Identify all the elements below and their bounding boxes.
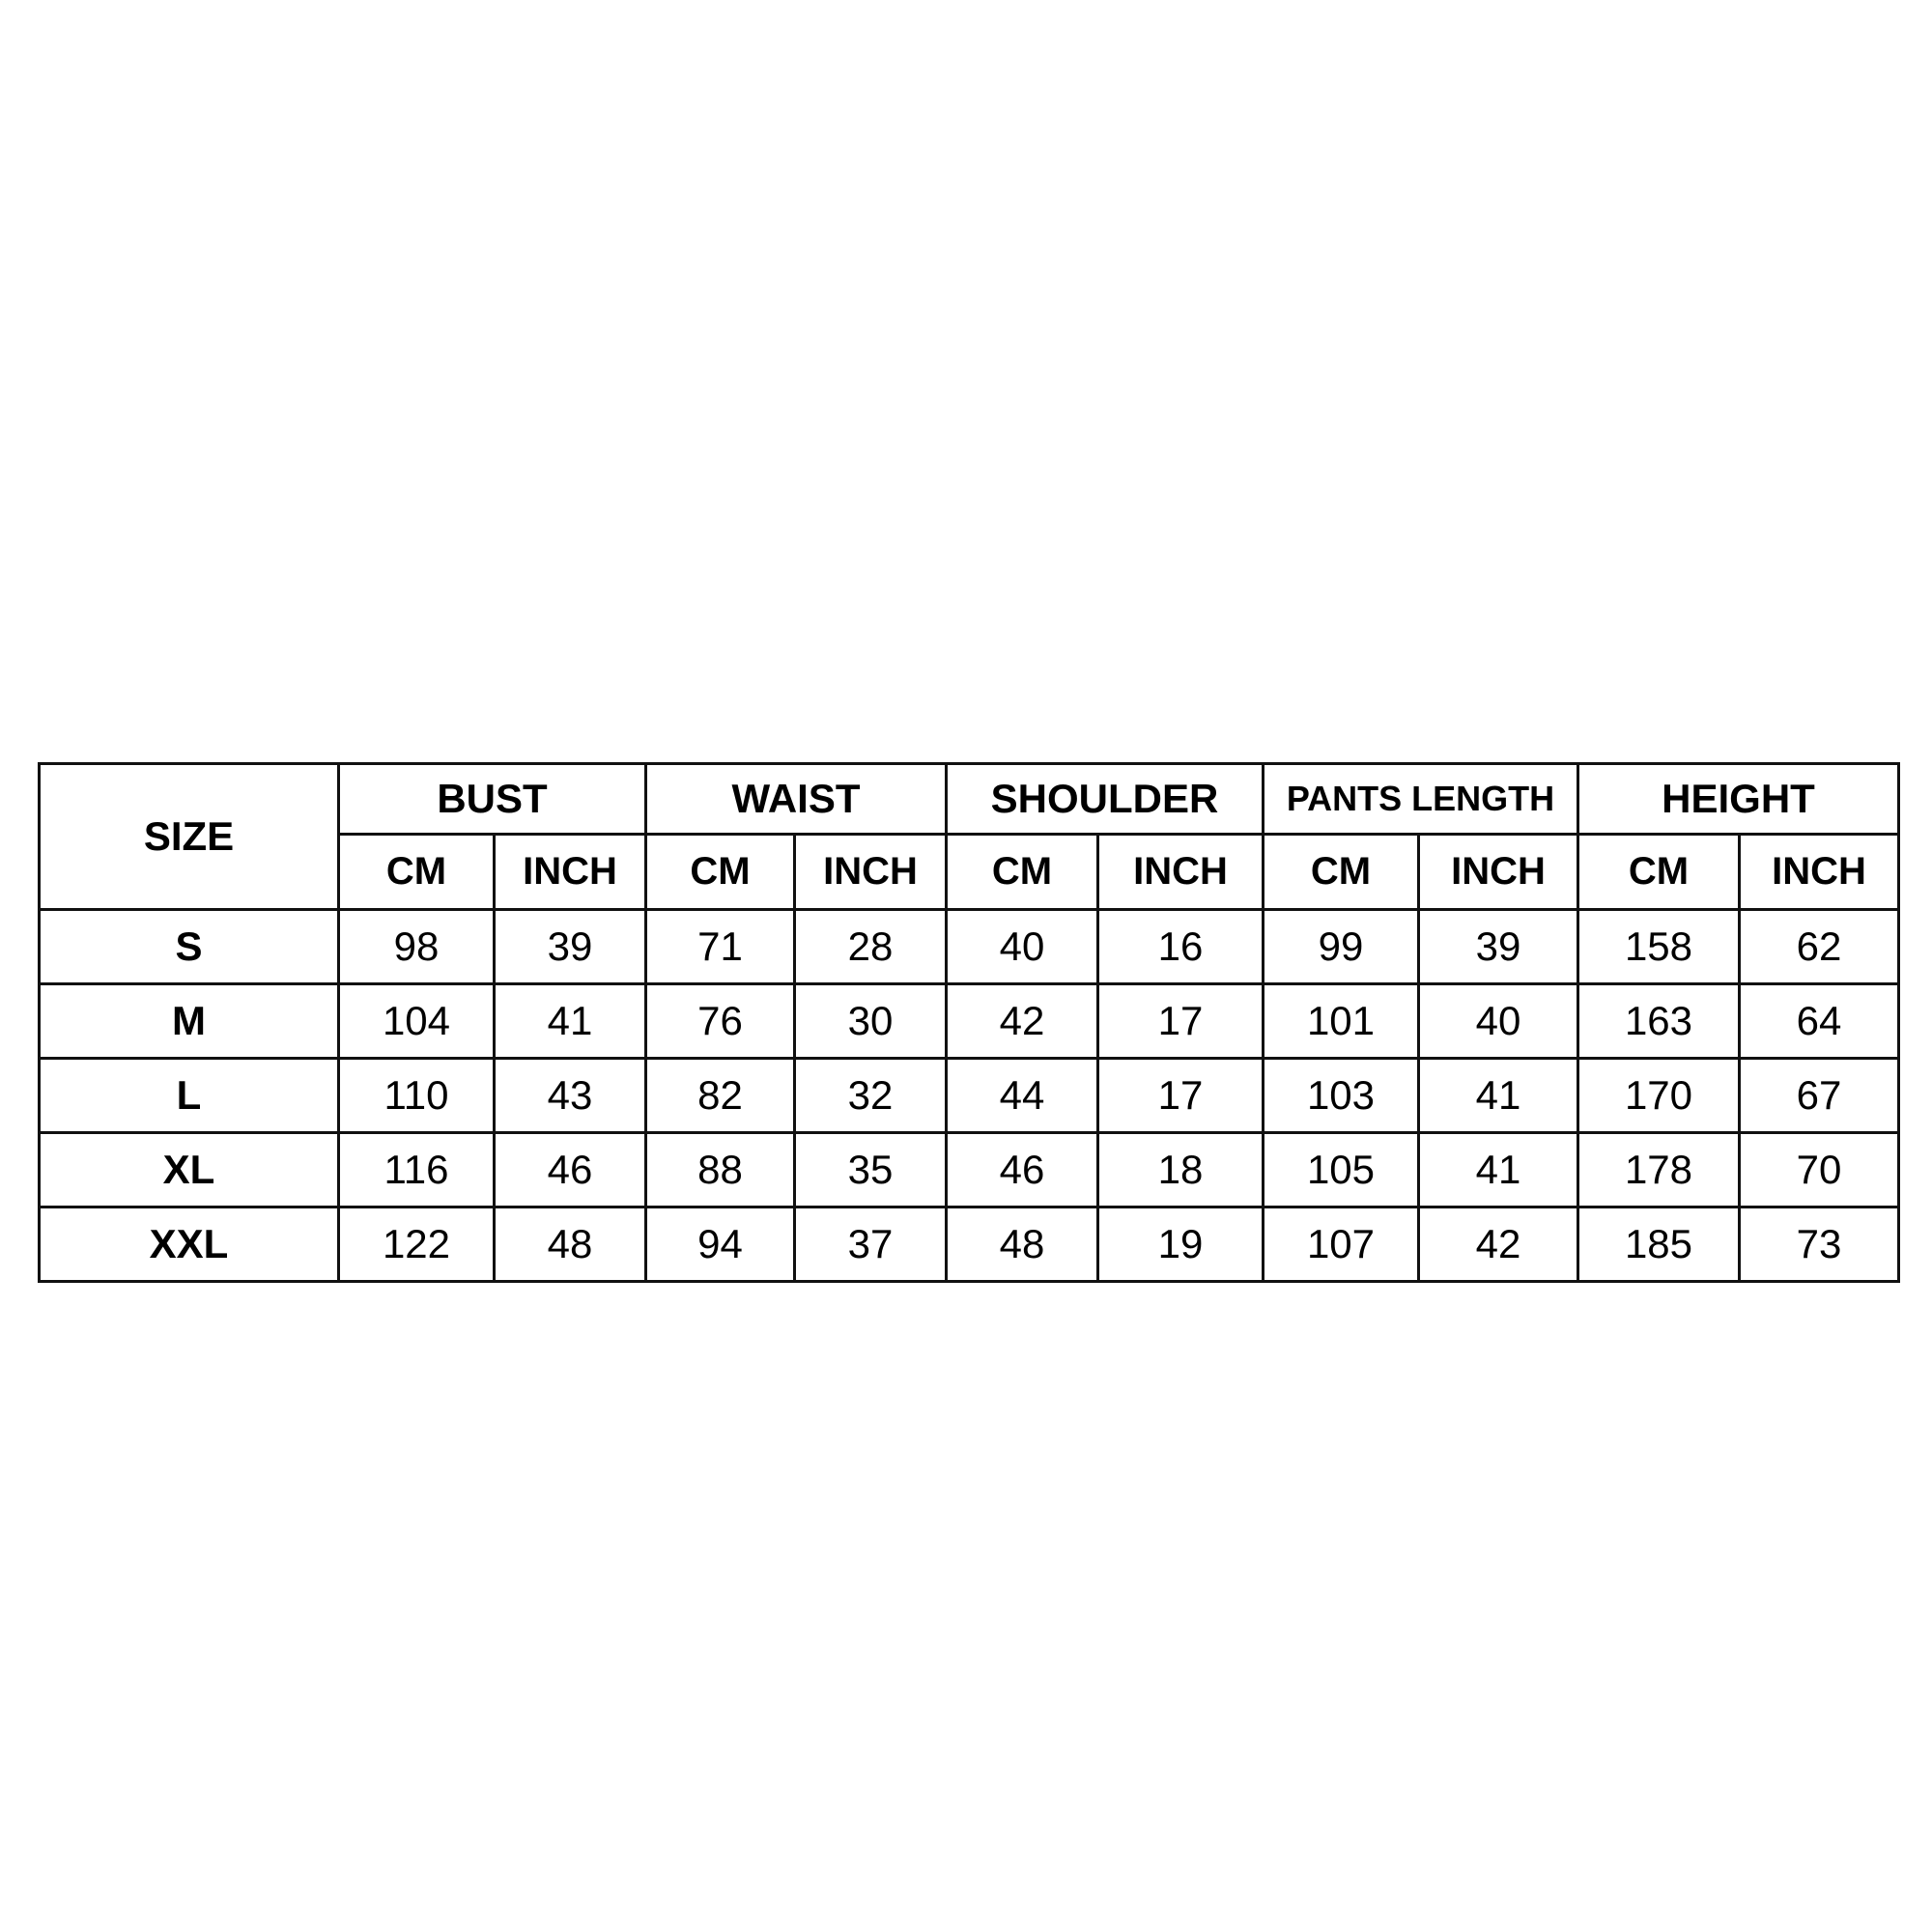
bust-inch-cell: 48 bbox=[495, 1208, 646, 1282]
height-inch-cell: 64 bbox=[1740, 984, 1899, 1059]
shoulder-inch-header: INCH bbox=[1098, 835, 1264, 910]
bust-cm-cell: 98 bbox=[339, 910, 495, 984]
height-cm-header: CM bbox=[1578, 835, 1740, 910]
table-row bbox=[40, 910, 1899, 984]
shoulder-cm-cell: 42 bbox=[947, 984, 1098, 1059]
shoulder-cm-cell: 44 bbox=[947, 1059, 1098, 1133]
pants-length-inch-cell: 42 bbox=[1419, 1208, 1578, 1282]
pants-length-inch-header: INCH bbox=[1419, 835, 1578, 910]
table-row bbox=[40, 984, 1899, 1059]
height-header: HEIGHT bbox=[1578, 764, 1899, 835]
height-cm-cell: 158 bbox=[1578, 910, 1740, 984]
shoulder-header: SHOULDER bbox=[947, 764, 1264, 835]
bust-cm-cell: 116 bbox=[339, 1133, 495, 1208]
size-cell: XL bbox=[40, 1133, 339, 1208]
height-inch-cell: 67 bbox=[1740, 1059, 1899, 1133]
size-cell: S bbox=[40, 910, 339, 984]
bust-cm-header: CM bbox=[339, 835, 495, 910]
pants-length-cm-header: CM bbox=[1264, 835, 1419, 910]
waist-header: WAIST bbox=[646, 764, 947, 835]
pants-length-inch-cell: 41 bbox=[1419, 1133, 1578, 1208]
height-inch-cell: 70 bbox=[1740, 1133, 1899, 1208]
header-group-row bbox=[40, 764, 1899, 835]
waist-cm-cell: 71 bbox=[646, 910, 795, 984]
waist-inch-cell: 28 bbox=[795, 910, 947, 984]
bust-inch-cell: 39 bbox=[495, 910, 646, 984]
height-cm-cell: 163 bbox=[1578, 984, 1740, 1059]
shoulder-inch-cell: 18 bbox=[1098, 1133, 1264, 1208]
table-row bbox=[40, 1133, 1899, 1208]
pants-length-inch-cell: 40 bbox=[1419, 984, 1578, 1059]
pants-length-cm-cell: 105 bbox=[1264, 1133, 1419, 1208]
shoulder-inch-cell: 17 bbox=[1098, 1059, 1264, 1133]
pants-length-header: PANTS LENGTH bbox=[1264, 764, 1578, 835]
pants-length-cm-cell: 101 bbox=[1264, 984, 1419, 1059]
waist-inch-cell: 32 bbox=[795, 1059, 947, 1133]
shoulder-cm-header: CM bbox=[947, 835, 1098, 910]
waist-cm-cell: 88 bbox=[646, 1133, 795, 1208]
waist-cm-cell: 76 bbox=[646, 984, 795, 1059]
waist-inch-cell: 30 bbox=[795, 984, 947, 1059]
bust-inch-header: INCH bbox=[495, 835, 646, 910]
pants-length-inch-cell: 41 bbox=[1419, 1059, 1578, 1133]
height-cm-cell: 185 bbox=[1578, 1208, 1740, 1282]
bust-header: BUST bbox=[339, 764, 646, 835]
size-header: SIZE bbox=[40, 764, 339, 910]
pants-length-inch-cell: 39 bbox=[1419, 910, 1578, 984]
bust-inch-cell: 46 bbox=[495, 1133, 646, 1208]
bust-cm-cell: 110 bbox=[339, 1059, 495, 1133]
waist-inch-cell: 35 bbox=[795, 1133, 947, 1208]
size-cell: L bbox=[40, 1059, 339, 1133]
bust-inch-cell: 43 bbox=[495, 1059, 646, 1133]
pants-length-cm-cell: 103 bbox=[1264, 1059, 1419, 1133]
waist-cm-header: CM bbox=[646, 835, 795, 910]
waist-cm-cell: 82 bbox=[646, 1059, 795, 1133]
size-table-body bbox=[40, 910, 1899, 1282]
pants-length-cm-cell: 99 bbox=[1264, 910, 1419, 984]
height-cm-cell: 178 bbox=[1578, 1133, 1740, 1208]
bust-cm-cell: 122 bbox=[339, 1208, 495, 1282]
waist-inch-cell: 37 bbox=[795, 1208, 947, 1282]
shoulder-cm-cell: 48 bbox=[947, 1208, 1098, 1282]
bust-cm-cell: 104 bbox=[339, 984, 495, 1059]
size-cell: M bbox=[40, 984, 339, 1059]
waist-cm-cell: 94 bbox=[646, 1208, 795, 1282]
height-inch-cell: 73 bbox=[1740, 1208, 1899, 1282]
height-cm-cell: 170 bbox=[1578, 1059, 1740, 1133]
waist-inch-header: INCH bbox=[795, 835, 947, 910]
pants-length-cm-cell: 107 bbox=[1264, 1208, 1419, 1282]
table-row bbox=[40, 1208, 1899, 1282]
size-chart-table bbox=[38, 762, 1900, 1283]
shoulder-inch-cell: 19 bbox=[1098, 1208, 1264, 1282]
shoulder-inch-cell: 17 bbox=[1098, 984, 1264, 1059]
table-row bbox=[40, 1059, 1899, 1133]
height-inch-header: INCH bbox=[1740, 835, 1899, 910]
shoulder-cm-cell: 40 bbox=[947, 910, 1098, 984]
shoulder-cm-cell: 46 bbox=[947, 1133, 1098, 1208]
size-cell: XXL bbox=[40, 1208, 339, 1282]
height-inch-cell: 62 bbox=[1740, 910, 1899, 984]
bust-inch-cell: 41 bbox=[495, 984, 646, 1059]
shoulder-inch-cell: 16 bbox=[1098, 910, 1264, 984]
